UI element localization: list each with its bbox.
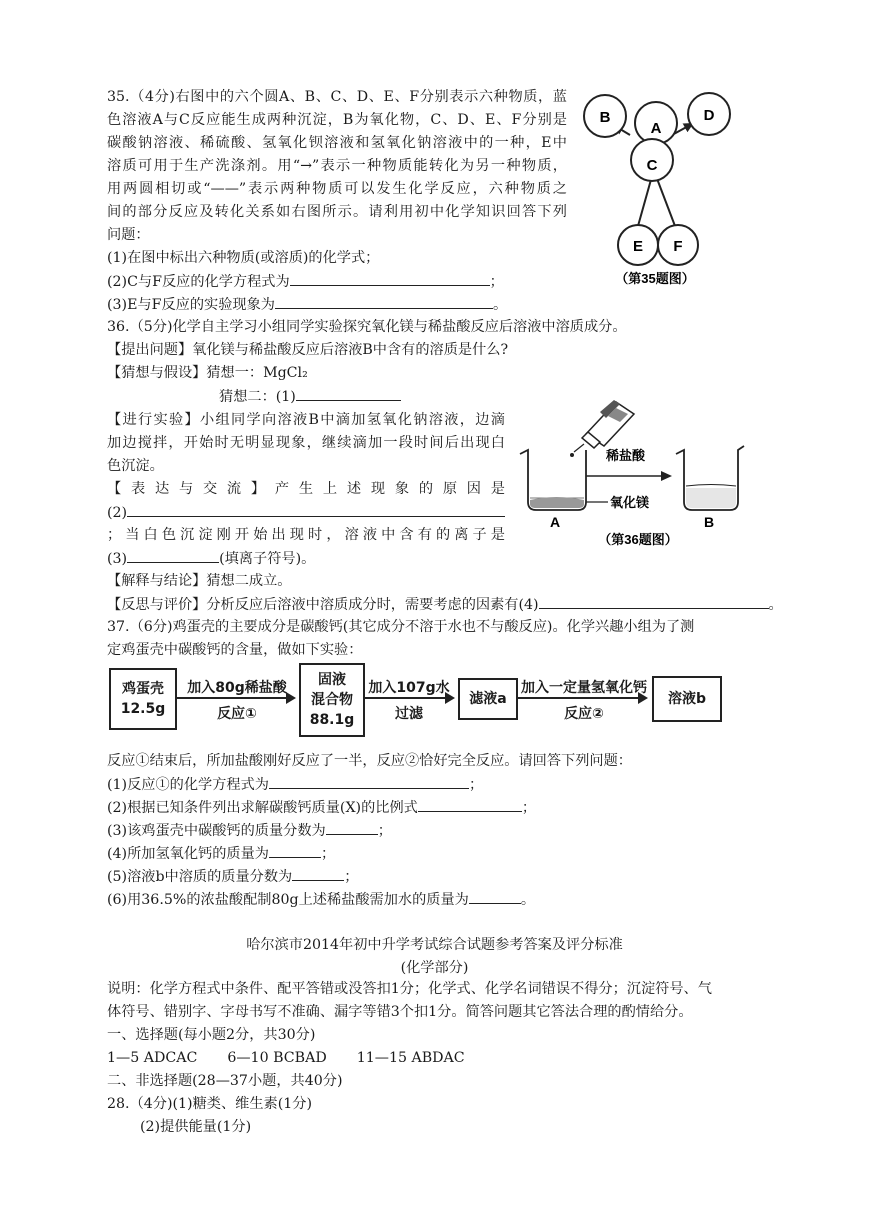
answers-note-1: 说明：化学方程式中条件、配平答错或没答扣1分；化学式、化学名词错误不得分；沉淀符号、气 [107,981,712,997]
q36-exp-1: 【进行实验】小组同学向溶液B中滴加氢氧化钠溶液，边滴 [107,412,505,428]
q36-exchange-2-text: (2) [107,505,128,521]
q37-s3-end: ； [377,823,392,839]
q35-sub2-end: ； [489,274,504,290]
q37-s6-end: 。 [520,892,536,908]
q37-s3 [107,821,392,841]
q37-s1-text: (1)反应①的化学方程式为 [107,777,269,793]
flow-arrow3-bottom: 反应② [564,706,604,722]
label-acid: 稀盐酸 [606,448,646,463]
label-c: C [646,157,658,174]
beaker-a-icon [520,450,586,510]
q37-s5 [107,867,358,887]
q36-exp-3: 色沉淀。 [107,458,164,474]
q37-s4 [107,844,335,864]
q36-exp-2: 加边搅拌，开始时无明显现象，继续滴加一段时间后出现白 [107,435,505,451]
q35-sub3-end: 。 [493,297,508,313]
flow-box-eggshell-mass: 12.5g [120,701,166,717]
q35-line-3: 碳酸钠溶液、稀硫酸、氢氧化钡溶液和氢氧化钠溶液中的一种，E中 [107,135,567,151]
q36-figure [516,394,776,549]
q36-exchange-1: 【 表 达 与 交 流 】 产 生 上 述 现 象 的 原 因 是 [107,481,505,497]
flow-box-mixture-l2: 混合物 [311,692,353,708]
flow-arrow3-top: 加入一定量氢氧化钙 [521,680,647,696]
flow-arrow-2 [364,697,453,699]
q37-s1 [107,775,483,795]
flow-box-solution [652,676,722,722]
q35-line-4: 溶质可用于生产洗涤剂。用“→”表示一种物质能转化为另一种物质， [107,158,567,174]
answers-28-1: 28.（4分)(1)糖类、维生素(1分) [107,1096,313,1112]
flow-arrow2-bottom: 过滤 [395,706,423,722]
q36-exchange-4 [107,549,315,569]
q36-exchange-2 [107,503,505,523]
q37-desc: 反应①结束后，所加盐酸刚好反应了一半，反应②恰好完全反应。请回答下列问题： [107,753,632,769]
label-b: B [599,109,611,126]
q37-s1-end: ； [468,777,484,793]
answer-blank[interactable] [127,503,505,517]
q37-s4-text: (4)所加氢氧化钙的质量为 [107,846,269,862]
label-mgo: 氧化镁 [610,495,650,510]
q36-guess2 [219,387,401,407]
answers-title: 哈尔滨市2014年初中升学考试综合试题参考答案及评分标准 [246,937,623,953]
flow-arrow-3 [518,697,646,699]
answer-blank[interactable] [269,844,321,858]
answers-section-1: 一、选择题(每小题2分，共30分) [107,1027,316,1043]
flow-box-mixture-mass: 88.1g [309,712,355,728]
q35-line-1: 35.（4分)右图中的六个圆A、B、C、D、E、F分别表示六种物质，蓝 [107,89,567,105]
q36-exchange-4-b: (填离子符号)。 [219,551,316,567]
answer-blank[interactable] [269,775,469,789]
answers-mc-1: 1—5 ADCAC [107,1050,198,1066]
q35-sub1: (1)在图中标出六种物质(或溶质)的化学式； [107,250,380,266]
q35-sub3-text: (3)E与F反应的实验现象为 [107,297,275,313]
q36-reflection [107,595,783,615]
q37-intro-1: 37.（6分)鸡蛋壳的主要成分是碳酸钙(其它成分不溶于水也不与酸反应)。化学兴趣小组为了测 [107,619,695,635]
answers-section-2: 二、非选择题(28—37小题，共40分) [107,1073,343,1089]
label-f: F [673,238,683,255]
q36-exchange-4-a: (3) [107,551,128,567]
q37-s2 [107,798,536,818]
flow-arrow-1 [177,697,294,699]
q37-s2-end: ； [521,800,537,816]
answers-subtitle: (化学部分) [400,960,469,976]
answers-mc-2: 6—10 BCBAD [227,1050,327,1066]
q35-line-5: 用两圆相切或“——”表示两种物质可以发生化学反应，六种物质之 [107,181,567,197]
q35-sub2 [107,272,504,292]
q36-reflection-text: 【反思与评价】分析反应后溶液中溶质成分时，需要考虑的因素有(4) [107,597,539,613]
flow-arrow1-bottom: 反应① [217,706,257,722]
q35-figure [580,78,750,293]
label-d: D [703,107,715,124]
q36-conclusion: 【解释与结论】猜想二成立。 [107,573,292,589]
answers-28-2: (2)提供能量(1分) [140,1119,252,1135]
q36-reflection-end: 。 [768,597,783,613]
answer-blank[interactable] [539,595,769,609]
answer-blank[interactable] [326,821,378,835]
flow-box-eggshell [109,668,177,730]
q36-guess2-text: 猜想二：(1) [219,389,296,405]
flow-arrow1-top: 加入80g稀盐酸 [187,680,287,696]
label-beaker-b: B [704,514,715,530]
q37-s2-text: (2)根据已知条件列出求解碳酸钙质量(X)的比例式 [107,800,418,816]
flow-box-mixture [299,663,365,737]
answer-blank[interactable] [469,890,521,904]
q35-sub3 [107,295,507,315]
answer-blank[interactable] [127,549,219,563]
figure-caption-35: （第35题图） [615,271,695,286]
answers-mc-3: 11—15 ABDAC [356,1050,465,1066]
q35-line-7: 问题： [107,227,150,243]
figure-caption-36: （第36题图） [598,532,678,547]
q36-question: 【提出问题】氧化镁与稀盐酸反应后溶液B中含有的溶质是什么? [107,342,509,358]
q37-s3-text: (3)该鸡蛋壳中碳酸钙的质量分数为 [107,823,326,839]
label-a: A [650,120,662,137]
answer-blank[interactable] [418,798,522,812]
answer-blank[interactable] [292,867,344,881]
beaker-b-icon [676,446,744,510]
flow-box-solution-label: 溶液b [667,691,707,707]
flow-box-filtrate [458,678,518,720]
q36-intro: 36.（5分)化学自主学习小组同学实验探究氧化镁与稀盐酸反应后溶液中溶质成分。 [107,319,627,335]
q36-guess1: 【猜想与假设】猜想一：MgCl₂ [107,365,308,381]
flow-box-filtrate-label: 滤液a [469,691,507,707]
q37-s6 [107,890,535,910]
answer-blank[interactable] [296,387,401,401]
label-e: E [632,238,644,255]
answer-blank[interactable] [290,272,490,286]
flow-arrow2-top: 加入107g水 [368,680,450,696]
answer-blank[interactable] [275,295,493,309]
q37-s6-text: (6)用36.5%的浓盐酸配制80g上述稀盐酸需加水的质量为 [107,892,469,908]
label-beaker-a: A [550,514,561,530]
flow-box-eggshell-name: 鸡蛋壳 [122,681,164,697]
q35-sub2-text: (2)C与F反应的化学方程式为 [107,274,290,290]
q37-s5-text: (5)溶液b中溶质的质量分数为 [107,869,293,885]
answers-mc [107,1049,465,1068]
flow-box-mixture-l1: 固液 [318,672,346,688]
q36-exchange-3: ；当白色沉淀刚开始出现时，溶液中含有的离子是 [107,527,505,543]
q37-s5-end: ； [344,869,359,885]
q37-intro-2: 定鸡蛋壳中碳酸钙的含量，做如下实验： [107,642,363,658]
q35-line-2: 色溶液A与C反应能生成两种沉淀，B为氧化物，C、D、E、F分别是 [107,112,567,128]
q37-s4-end: ； [320,846,336,862]
answers-note-2: 体符号、错别字、字母书写不准确、漏字等错3个扣1分。简答问题其它答法合理的酌情给分。 [107,1004,693,1020]
q35-line-6: 间的部分反应及转化关系如右图所示。请利用初中化学知识回答下列 [107,204,567,220]
